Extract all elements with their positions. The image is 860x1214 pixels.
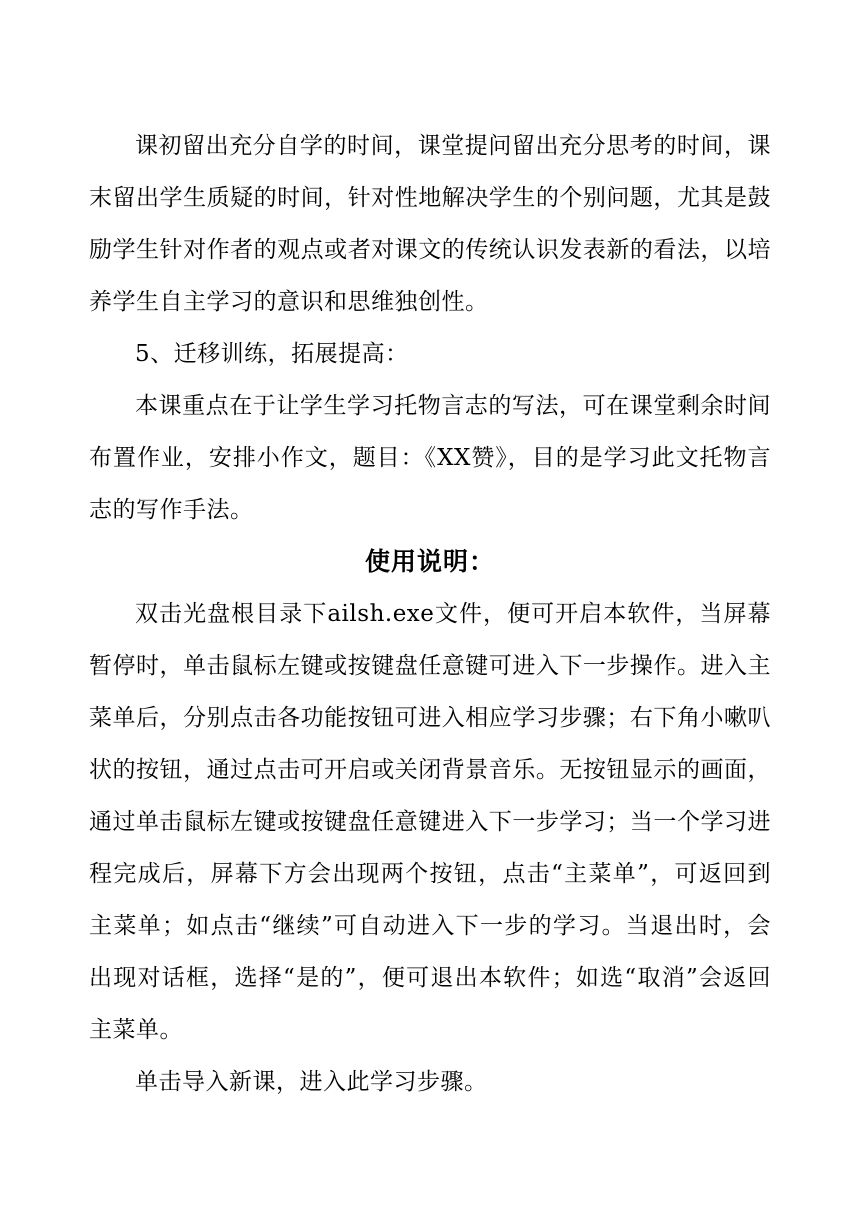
paragraph-section-5-title: 5、迁移训练，拓展提高： xyxy=(135,341,409,367)
paragraph-usage-details: 双击光盘根目录下ailsh.exe文件，便可开启本软件，当屏幕暂停时，单击鼠标左键或按键盘任意键可进入下一步操作。进入主菜单后，分别点击各功能按钮可进入相应学习步骤；右下角小嗽叭状的按钮，通过点击可开启或关闭背景音乐。无按钮显示的画面，通过单击鼠标左键或按键盘任意键进入下一步学习；当一个学习进程完成后，屏幕下方会出现两个按钮，点击“主菜单”，可返回到主菜单；如点击“继续”可自动进入下一步的学习。当退出时，会出现对话框，选择“是的”，便可退出本软件；如选“取消”会返回主菜单。 xyxy=(89,601,771,1043)
paragraph-homework: 本课重点在于让学生学习托物言志的写法，可在课堂剩余时间布置作业，安排小作文，题目：《XX赞》，目的是学习此文托物言志的写作手法。 xyxy=(89,393,771,523)
document-body xyxy=(89,120,771,1108)
paragraph-self-study-time: 课初留出充分自学的时间，课堂提问留出充分思考的时间，课末留出学生质疑的时间，针对性地解决学生的个别问题，尤其是鼓励学生针对作者的观点或者对课文的传统认识发表新的看法，以培养学生自主学习的意识和思维独创性。 xyxy=(89,133,771,315)
usage-instructions-heading: 使用说明： xyxy=(364,547,495,576)
paragraph-final-step: 单击导入新课，进入此学习步骤。 xyxy=(135,1069,488,1095)
